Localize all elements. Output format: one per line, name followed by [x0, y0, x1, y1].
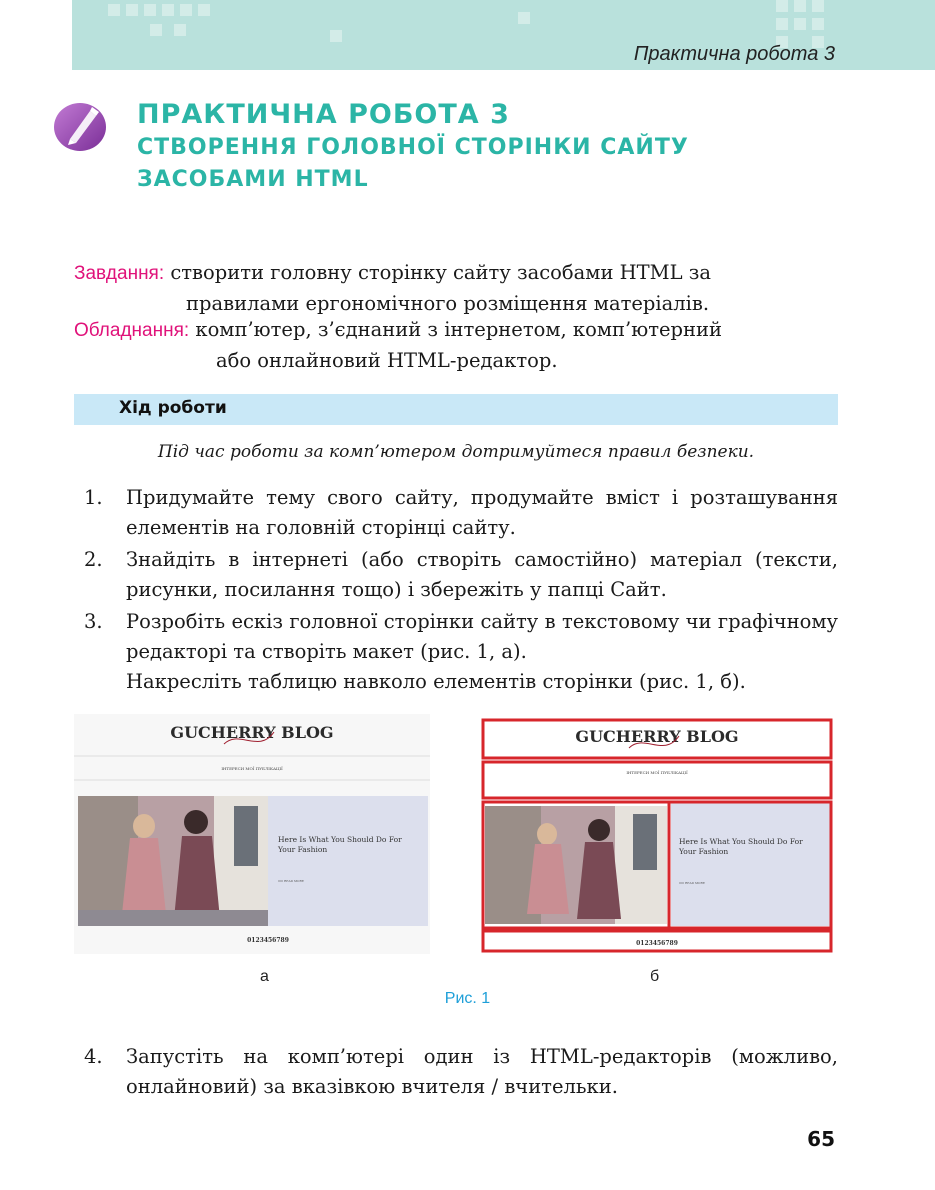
- task-block: [74, 258, 838, 319]
- post-headline: Here Is What You Should Do For: [679, 837, 803, 846]
- step-text: Запустіть на комп’ютері один із HTML-редакторів (можливо, онлайновий) за вказівкою вчителя / вчительки.: [126, 1045, 838, 1098]
- page-number: 65: [807, 1127, 835, 1151]
- list-item: [84, 1042, 838, 1102]
- list-item: [84, 545, 838, 605]
- equipment-text-1: комп’ютер, з’єднаний з інтернетом, комп’ютерний: [195, 318, 722, 341]
- equipment-label: Обладнання:: [74, 320, 190, 341]
- task-label: Завдання:: [74, 263, 165, 284]
- post-headline-2: Your Fashion: [679, 847, 729, 856]
- title-line-2: СТВОРЕННЯ ГОЛОВНОЇ СТОРІНКИ САЙТУ: [137, 135, 689, 160]
- figure-label-b: б: [650, 968, 660, 985]
- read-more-link: READ MORE: [284, 879, 304, 883]
- running-head: Практична робота 3: [633, 43, 835, 65]
- equipment-text-2: або онлайновий HTML-редактор.: [216, 349, 558, 372]
- footer-phone: 0123456789: [247, 937, 289, 944]
- read-more-link: READ MORE: [685, 881, 705, 885]
- equipment-block: [74, 315, 838, 376]
- lesson-title: [137, 98, 689, 196]
- section-title: Хід роботи: [119, 398, 227, 418]
- step-text-extra: Накресліть таблицю навколо елементів сторінки (рис. 1, б).: [126, 670, 746, 693]
- figure-mockup-a: [74, 714, 430, 954]
- task-text-1: створити головну сторінку сайту засобами HTML за: [170, 261, 712, 284]
- steps-list-continued: [84, 1042, 838, 1104]
- figure-table-b: [481, 714, 834, 954]
- steps-list: [84, 483, 838, 699]
- step-number: 2.: [84, 548, 103, 571]
- blog-title: GUCHERRY BLOG: [575, 727, 739, 746]
- task-text-2: правилами ергономічного розміщення матеріалів.: [186, 292, 710, 315]
- post-headline-2: Your Fashion: [278, 845, 328, 854]
- nav-links: ІНТЕРЕСИ МОЇ ПУБЛІКАЦІЇ: [221, 766, 283, 771]
- blog-title: GUCHERRY BLOG: [170, 723, 334, 742]
- step-text: Розробіть ескіз головної сторінки сайту в текстовому чи графічному редакторі та створіть макет (рис. 1, а).: [126, 610, 838, 663]
- step-text: Знайдіть в інтернеті (або створіть самостійно) матеріал (тексти, рисунки, посилання тощо) і збережіть у папці Сайт.: [126, 548, 838, 601]
- section-heading-bar: [74, 394, 838, 425]
- step-number: 1.: [84, 486, 103, 509]
- figure-caption: Рис. 1: [444, 990, 491, 1007]
- step-number: 3.: [84, 610, 103, 633]
- post-headline: Here Is What You Should Do For: [278, 835, 402, 844]
- step-text: Придумайте тему свого сайту, продумайте вміст і розташування елементів на головній сторінці сайту.: [126, 486, 838, 539]
- list-item: [84, 607, 838, 697]
- title-line-3: ЗАСОБАМИ HTML: [137, 167, 369, 192]
- safety-note: Під час роботи за комп’ютером дотримуйтеся правил безпеки.: [157, 442, 755, 462]
- figure-label-a: а: [260, 968, 269, 985]
- footer-phone: 0123456789: [636, 940, 678, 947]
- step-number: 4.: [84, 1045, 103, 1068]
- nav-links: ІНТЕРЕСИ МОЇ ПУБЛІКАЦІЇ: [626, 770, 688, 775]
- title-line-1: ПРАКТИЧНА РОБОТА 3: [137, 99, 510, 130]
- pen-in-circle-icon: [52, 97, 108, 153]
- list-item: [84, 483, 838, 543]
